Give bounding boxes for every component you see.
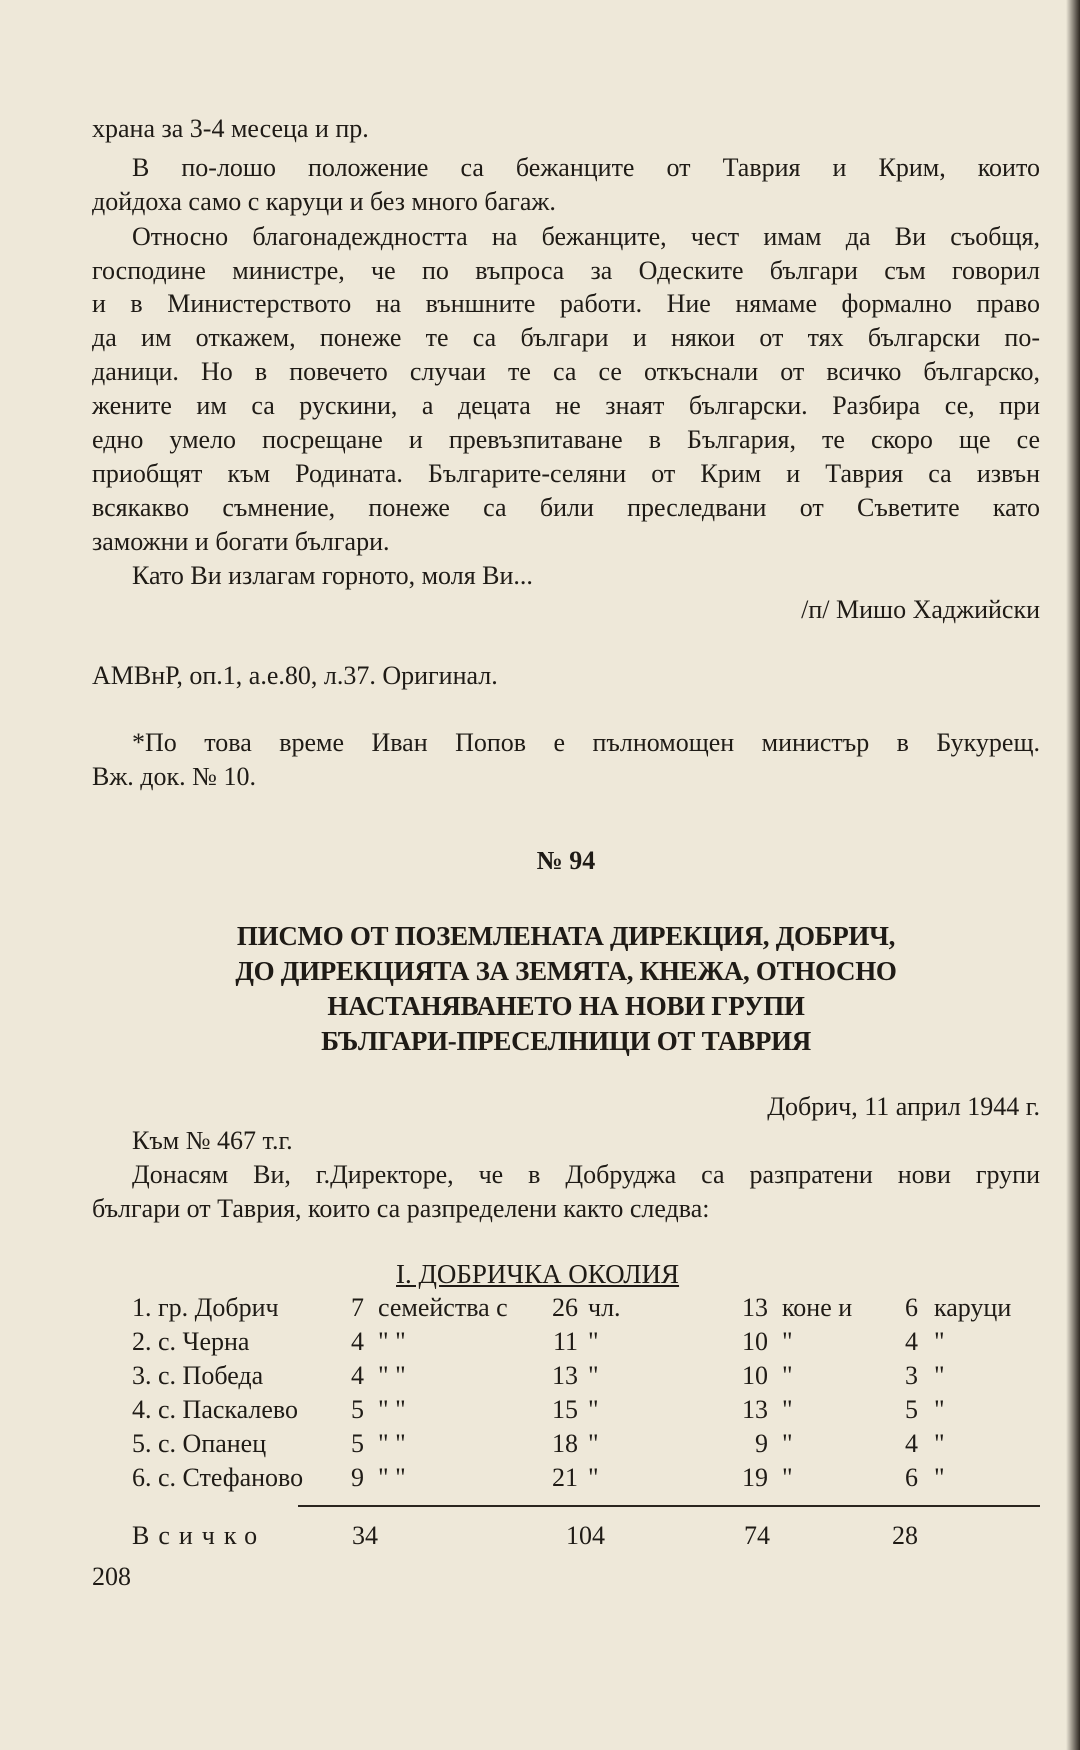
signature: /п/ Мишо Хаджийски bbox=[801, 595, 1040, 624]
document-date: Добрич, 11 април 1944 г. bbox=[767, 1092, 1040, 1121]
row-horses: 10 bbox=[742, 1361, 768, 1390]
document-title-line-3: НАСТАНЯВАНЕТО НА НОВИ ГРУПИ bbox=[327, 991, 805, 1021]
row-carts-label: " bbox=[934, 1429, 945, 1458]
row-horses: 13 bbox=[742, 1395, 768, 1424]
row-horses: 10 bbox=[742, 1327, 768, 1356]
text-line-13: заможни и богати българи. bbox=[92, 527, 390, 556]
row-families: 7 bbox=[351, 1293, 364, 1322]
text-line-5: господине министре, че по въпроса за Одеските българи съм говорил bbox=[92, 256, 1040, 285]
row-horses: 9 bbox=[755, 1429, 768, 1458]
text-line-8: даници. Но в повечето случаи те са се откъснали от всичко българско, bbox=[92, 357, 1040, 386]
row-horses-label: " bbox=[782, 1361, 793, 1390]
row-carts: 6 bbox=[905, 1293, 918, 1322]
total-persons: 104 bbox=[566, 1521, 605, 1550]
row-carts-label: " bbox=[934, 1395, 945, 1424]
text-line-3: дойдоха само с каруци и без много багаж. bbox=[92, 187, 556, 216]
archive-source: АМВнР, оп.1, а.е.80, л.37. Оригинал. bbox=[92, 661, 498, 690]
row-place: 3. с. Победа bbox=[132, 1361, 264, 1390]
row-families-label: " " bbox=[378, 1395, 406, 1424]
row-place: 1. гр. Добрич bbox=[132, 1293, 279, 1322]
row-families-label: " " bbox=[378, 1327, 406, 1356]
row-persons: 26 bbox=[552, 1293, 578, 1322]
row-families-label: " " bbox=[378, 1463, 406, 1492]
document-title-line-1: ПИСМО ОТ ПОЗЕМЛЕНАТА ДИРЕКЦИЯ, ДОБРИЧ, bbox=[236, 921, 896, 951]
document-number: № 94 bbox=[536, 846, 596, 875]
row-carts: 4 bbox=[905, 1327, 918, 1356]
text-line-11: приобщят към Родината. Българите-селяни от Крим и Таврия са извън bbox=[92, 459, 1040, 488]
row-persons-label: " bbox=[588, 1361, 599, 1390]
row-families-label: семейства с bbox=[378, 1293, 508, 1322]
row-families: 9 bbox=[351, 1463, 364, 1492]
text-line-2: В по-лошо положение са бежанците от Таврия и Крим, които bbox=[132, 153, 1040, 182]
row-persons-label: " bbox=[588, 1327, 599, 1356]
row-place: 4. с. Паскалево bbox=[132, 1395, 299, 1424]
row-persons: 13 bbox=[552, 1361, 578, 1390]
row-families-label: " " bbox=[378, 1361, 406, 1390]
row-carts-label: каруци bbox=[934, 1293, 1012, 1322]
row-persons-label: " bbox=[588, 1395, 599, 1424]
text-line-6: и в Министерството на външните работи. Ние нямаме формално право bbox=[92, 289, 1040, 318]
row-persons-label: " bbox=[588, 1463, 599, 1492]
row-carts: 5 bbox=[905, 1395, 918, 1424]
document-title-line-2: ДО ДИРЕКЦИЯТА ЗА ЗЕМЯТА, КНЕЖА, ОТНОСНО bbox=[235, 956, 897, 986]
total-rule bbox=[298, 1505, 1040, 1507]
body-line-1: Донасям Ви, г.Директоре, че в Добруджа са разпратени нови групи bbox=[132, 1160, 1040, 1189]
total-label: Всичко bbox=[132, 1521, 267, 1550]
row-persons: 18 bbox=[552, 1429, 578, 1458]
row-persons-label: чл. bbox=[588, 1293, 621, 1322]
row-place: 2. с. Черна bbox=[132, 1327, 250, 1356]
row-carts-label: " bbox=[934, 1361, 945, 1390]
row-horses-label: " bbox=[782, 1395, 793, 1424]
row-horses-label: " bbox=[782, 1429, 793, 1458]
page-number: 208 bbox=[92, 1562, 131, 1591]
document-title-line-4: БЪЛГАРИ-ПРЕСЕЛНИЦИ ОТ ТАВРИЯ bbox=[321, 1026, 811, 1056]
row-horses-label: " bbox=[782, 1463, 793, 1492]
row-place: 5. с. Опанец bbox=[132, 1429, 267, 1458]
row-persons: 21 bbox=[552, 1463, 578, 1492]
table-title: I. ДОБРИЧКА ОКОЛИЯ bbox=[396, 1259, 680, 1289]
footnote-line-2: Вж. док. № 10. bbox=[92, 762, 256, 791]
text-line-10: едно умело посрещане и превъзпитаване в България, те скоро ще се bbox=[92, 425, 1040, 454]
row-horses-label: коне и bbox=[782, 1293, 853, 1322]
row-horses: 13 bbox=[742, 1293, 768, 1322]
page-edge-shadow bbox=[1066, 0, 1080, 1750]
row-families: 5 bbox=[351, 1395, 364, 1424]
row-horses: 19 bbox=[742, 1463, 768, 1492]
row-persons: 11 bbox=[552, 1327, 578, 1356]
row-horses-label: " bbox=[782, 1327, 793, 1356]
row-carts-label: " bbox=[934, 1463, 945, 1492]
text-line-4: Относно благонадеждността на бежанците, чест имам да Ви съобщя, bbox=[132, 222, 1040, 251]
document-reference: Към № 467 т.г. bbox=[132, 1126, 293, 1155]
row-persons: 15 bbox=[552, 1395, 578, 1424]
total-horses: 74 bbox=[744, 1521, 770, 1550]
text-line-7: да им откажем, понеже те са българи и някои от тях български по- bbox=[92, 323, 1040, 352]
total-carts: 28 bbox=[892, 1521, 918, 1550]
text-line-12: всякакво съмнение, понеже са били преследвани от Съветите като bbox=[92, 493, 1040, 522]
row-families: 5 bbox=[351, 1429, 364, 1458]
row-families-label: " " bbox=[378, 1429, 406, 1458]
text-line-1: храна за 3-4 месеца и пр. bbox=[92, 114, 369, 143]
row-families: 4 bbox=[351, 1361, 364, 1390]
row-carts: 6 bbox=[905, 1463, 918, 1492]
total-families: 34 bbox=[352, 1521, 378, 1550]
text-line-14: Като Ви излагам горното, моля Ви... bbox=[132, 561, 533, 590]
row-carts: 3 bbox=[905, 1361, 918, 1390]
row-place: 6. с. Стефаново bbox=[132, 1463, 304, 1492]
row-families: 4 bbox=[351, 1327, 364, 1356]
row-carts-label: " bbox=[934, 1327, 945, 1356]
text-line-9: жените им са рускини, а децата не знаят български. Разбира се, при bbox=[92, 391, 1040, 420]
row-carts: 4 bbox=[905, 1429, 918, 1458]
row-persons-label: " bbox=[588, 1429, 599, 1458]
footnote-line-1: *По това време Иван Попов е пълномощен министър в Букурещ. bbox=[132, 728, 1040, 757]
body-line-2: българи от Таврия, които са разпределени както следва: bbox=[92, 1194, 710, 1223]
